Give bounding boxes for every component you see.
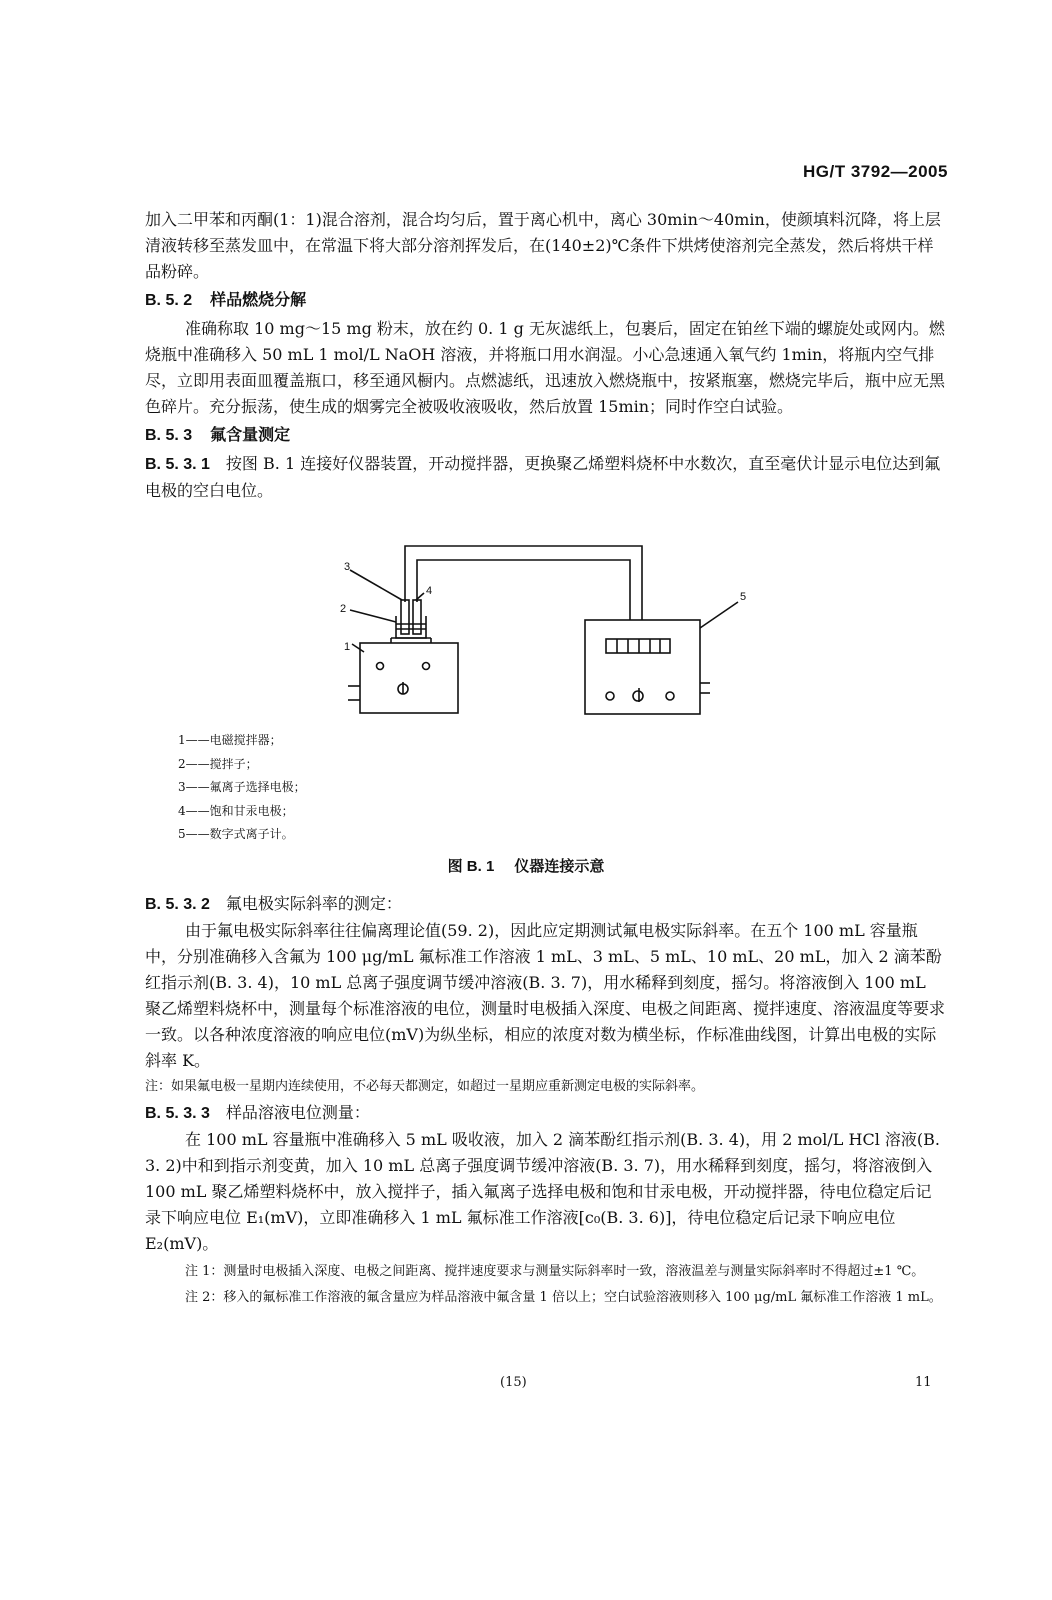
heading-b52-number: B. 5. 2 <box>145 292 193 309</box>
heading-b533 <box>145 1100 945 1127</box>
text-block-bottom <box>145 891 945 1309</box>
heading-b533-title: 样品溶液电位测量： <box>225 1103 370 1122</box>
heading-b52 <box>145 287 945 314</box>
b531-number: B. 5. 3. 1 <box>145 456 210 473</box>
b532-note: 注：如果氟电极一星期内连续使用，不必每天都测定，如超过一星期应重新测定电极的实际斜率。 <box>145 1079 705 1094</box>
callout-3: 3 <box>344 561 351 573</box>
legend-item-2: 2——搅拌子； <box>178 756 258 771</box>
callout-2: 2 <box>340 603 347 615</box>
legend-item-1: 1——电磁搅拌器； <box>178 733 282 747</box>
text-block-top <box>145 207 945 504</box>
heading-b52-title: 样品燃烧分解 <box>210 290 307 309</box>
b531-text: 按图 B. 1 连接好仪器装置，开动搅拌器，更换聚乙烯塑料烧杯中水数次，直至毫伏计显示电位达到氟电极的空白电位。 <box>145 454 941 500</box>
heading-b533-number: B. 5. 3. 3 <box>145 1105 210 1122</box>
legend-item-4: 4——饱和甘汞电极； <box>178 803 294 818</box>
page-number: 11 <box>915 1375 932 1390</box>
b533-note-1: 注 1：测量时电极插入深度、电极之间距离、搅拌速度要求与测量实际斜率时一致，溶液温差与测量实际斜率时不得超过±1 ℃。 <box>185 1264 925 1279</box>
heading-b532 <box>145 891 945 918</box>
legend-item-3: 3——氟离子选择电极； <box>178 780 306 794</box>
cable-inner <box>417 560 630 620</box>
b531-paragraph <box>145 451 945 504</box>
figure-legend <box>178 729 306 847</box>
intro-paragraph: 加入二甲苯和丙酮(1：1)混合溶剂，混合均匀后，置于离心机中，离心 30min～40min，使颜填料沉降，将上层清液转移至蒸发皿中，在常温下将大部分溶剂挥发后，在(140±2)℃条件下烘烤使溶剂完全蒸发，然后将烘干样品粉碎。 <box>145 210 941 281</box>
callout-4: 4 <box>426 585 433 597</box>
b52-paragraph: 准确称取 10 mg～15 mg 粉末，放在约 0. 1 g 无灰滤纸上，包裹后，固定在铂丝下端的螺旋处或网内。燃烧瓶中准确移入 50 mL 1 mol/L NaOH 溶液，并将瓶口用水润湿。小心急速通入氧气约 1min，将瓶内空气排尽，立即用表面皿覆盖瓶口，移至通风橱内。点燃滤纸，迅速放入燃烧瓶中，按紧瓶塞，燃烧完毕后，瓶中应无黑色碎片。充分振荡，使生成的烟雾完全被吸收液吸收，然后放置 15min；同时作空白试验。 <box>145 319 946 416</box>
callout-5: 5 <box>740 591 747 603</box>
heading-b532-number: B. 5. 3. 2 <box>145 896 210 913</box>
standard-number: HG/T 3792—2005 <box>803 162 948 181</box>
apparatus-diagram <box>330 540 770 720</box>
sheet-number: (15) <box>500 1375 527 1390</box>
callout-1: 1 <box>344 641 351 653</box>
digital-ion-meter <box>585 620 700 714</box>
heading-b532-title: 氟电极实际斜率的测定： <box>225 894 402 913</box>
figure-caption-title: 仪器连接示意 <box>514 857 605 875</box>
figure-caption-number: 图 B. 1 <box>447 858 495 875</box>
heading-b53-title: 氟含量测定 <box>210 425 291 444</box>
b533-paragraph: 在 100 mL 容量瓶中准确移入 5 mL 吸收液，加入 2 滴苯酚红指示剂(B. 3. 4)，用 2 mol/L HCl 溶液(B. 3. 2)中和到指示剂变黄，加入 10 mL 总离子强度调节缓冲溶液(B. 3. 7)，用水稀释到刻度，摇匀，将溶液倒入 100 mL 聚乙烯塑料烧杯中，放入搅拌子，插入氟离子选择电极和饱和甘汞电极，开动搅拌器，待电位稳定后记录下响应电位 E₁(mV)，立即准确移入 1 mL 氟标准工作溶液[c₀(B. 3. 6)]，待电位稳定后记录下响应电位 E₂(mV)。 <box>145 1130 940 1253</box>
heading-b53-number: B. 5. 3 <box>145 427 193 444</box>
heading-b53 <box>145 422 945 449</box>
figure-caption <box>0 855 1052 876</box>
magnetic-stirrer <box>360 643 458 713</box>
legend-item-5: 5——数字式离子计。 <box>178 827 294 841</box>
b532-paragraph: 由于氟电极实际斜率往往偏离理论值(59. 2)，因此应定期测试氟电极实际斜率。在五个 100 mL 容量瓶中，分别准确移入含氟为 100 μg/mL 氟标准工作溶液 1 mL、3 mL、5 mL、10 mL、20 mL，加入 2 滴苯酚红指示剂(B. 3. 4)，10 mL 总离子强度调节缓冲溶液(B. 3. 7)，用水稀释到刻度，摇匀。将溶液倒入 100 mL 聚乙烯塑料烧杯中，测量每个标准溶液的电位，测量时电极插入深度、电极之间距离、搅拌速度、溶液温度等要求一致。以各种浓度溶液的响应电位(mV)为纵坐标，相应的浓度对数为横坐标，作标准曲线图，计算出电极的实际斜率 K。 <box>145 921 946 1070</box>
cable-outer <box>405 546 642 620</box>
b533-note-2: 注 2：移入的氟标准工作溶液的氟含量应为样品溶液中氟含量 1 倍以上；空白试验溶液则移入 100 μg/mL 氟标准工作溶液 1 mL。 <box>185 1290 942 1305</box>
